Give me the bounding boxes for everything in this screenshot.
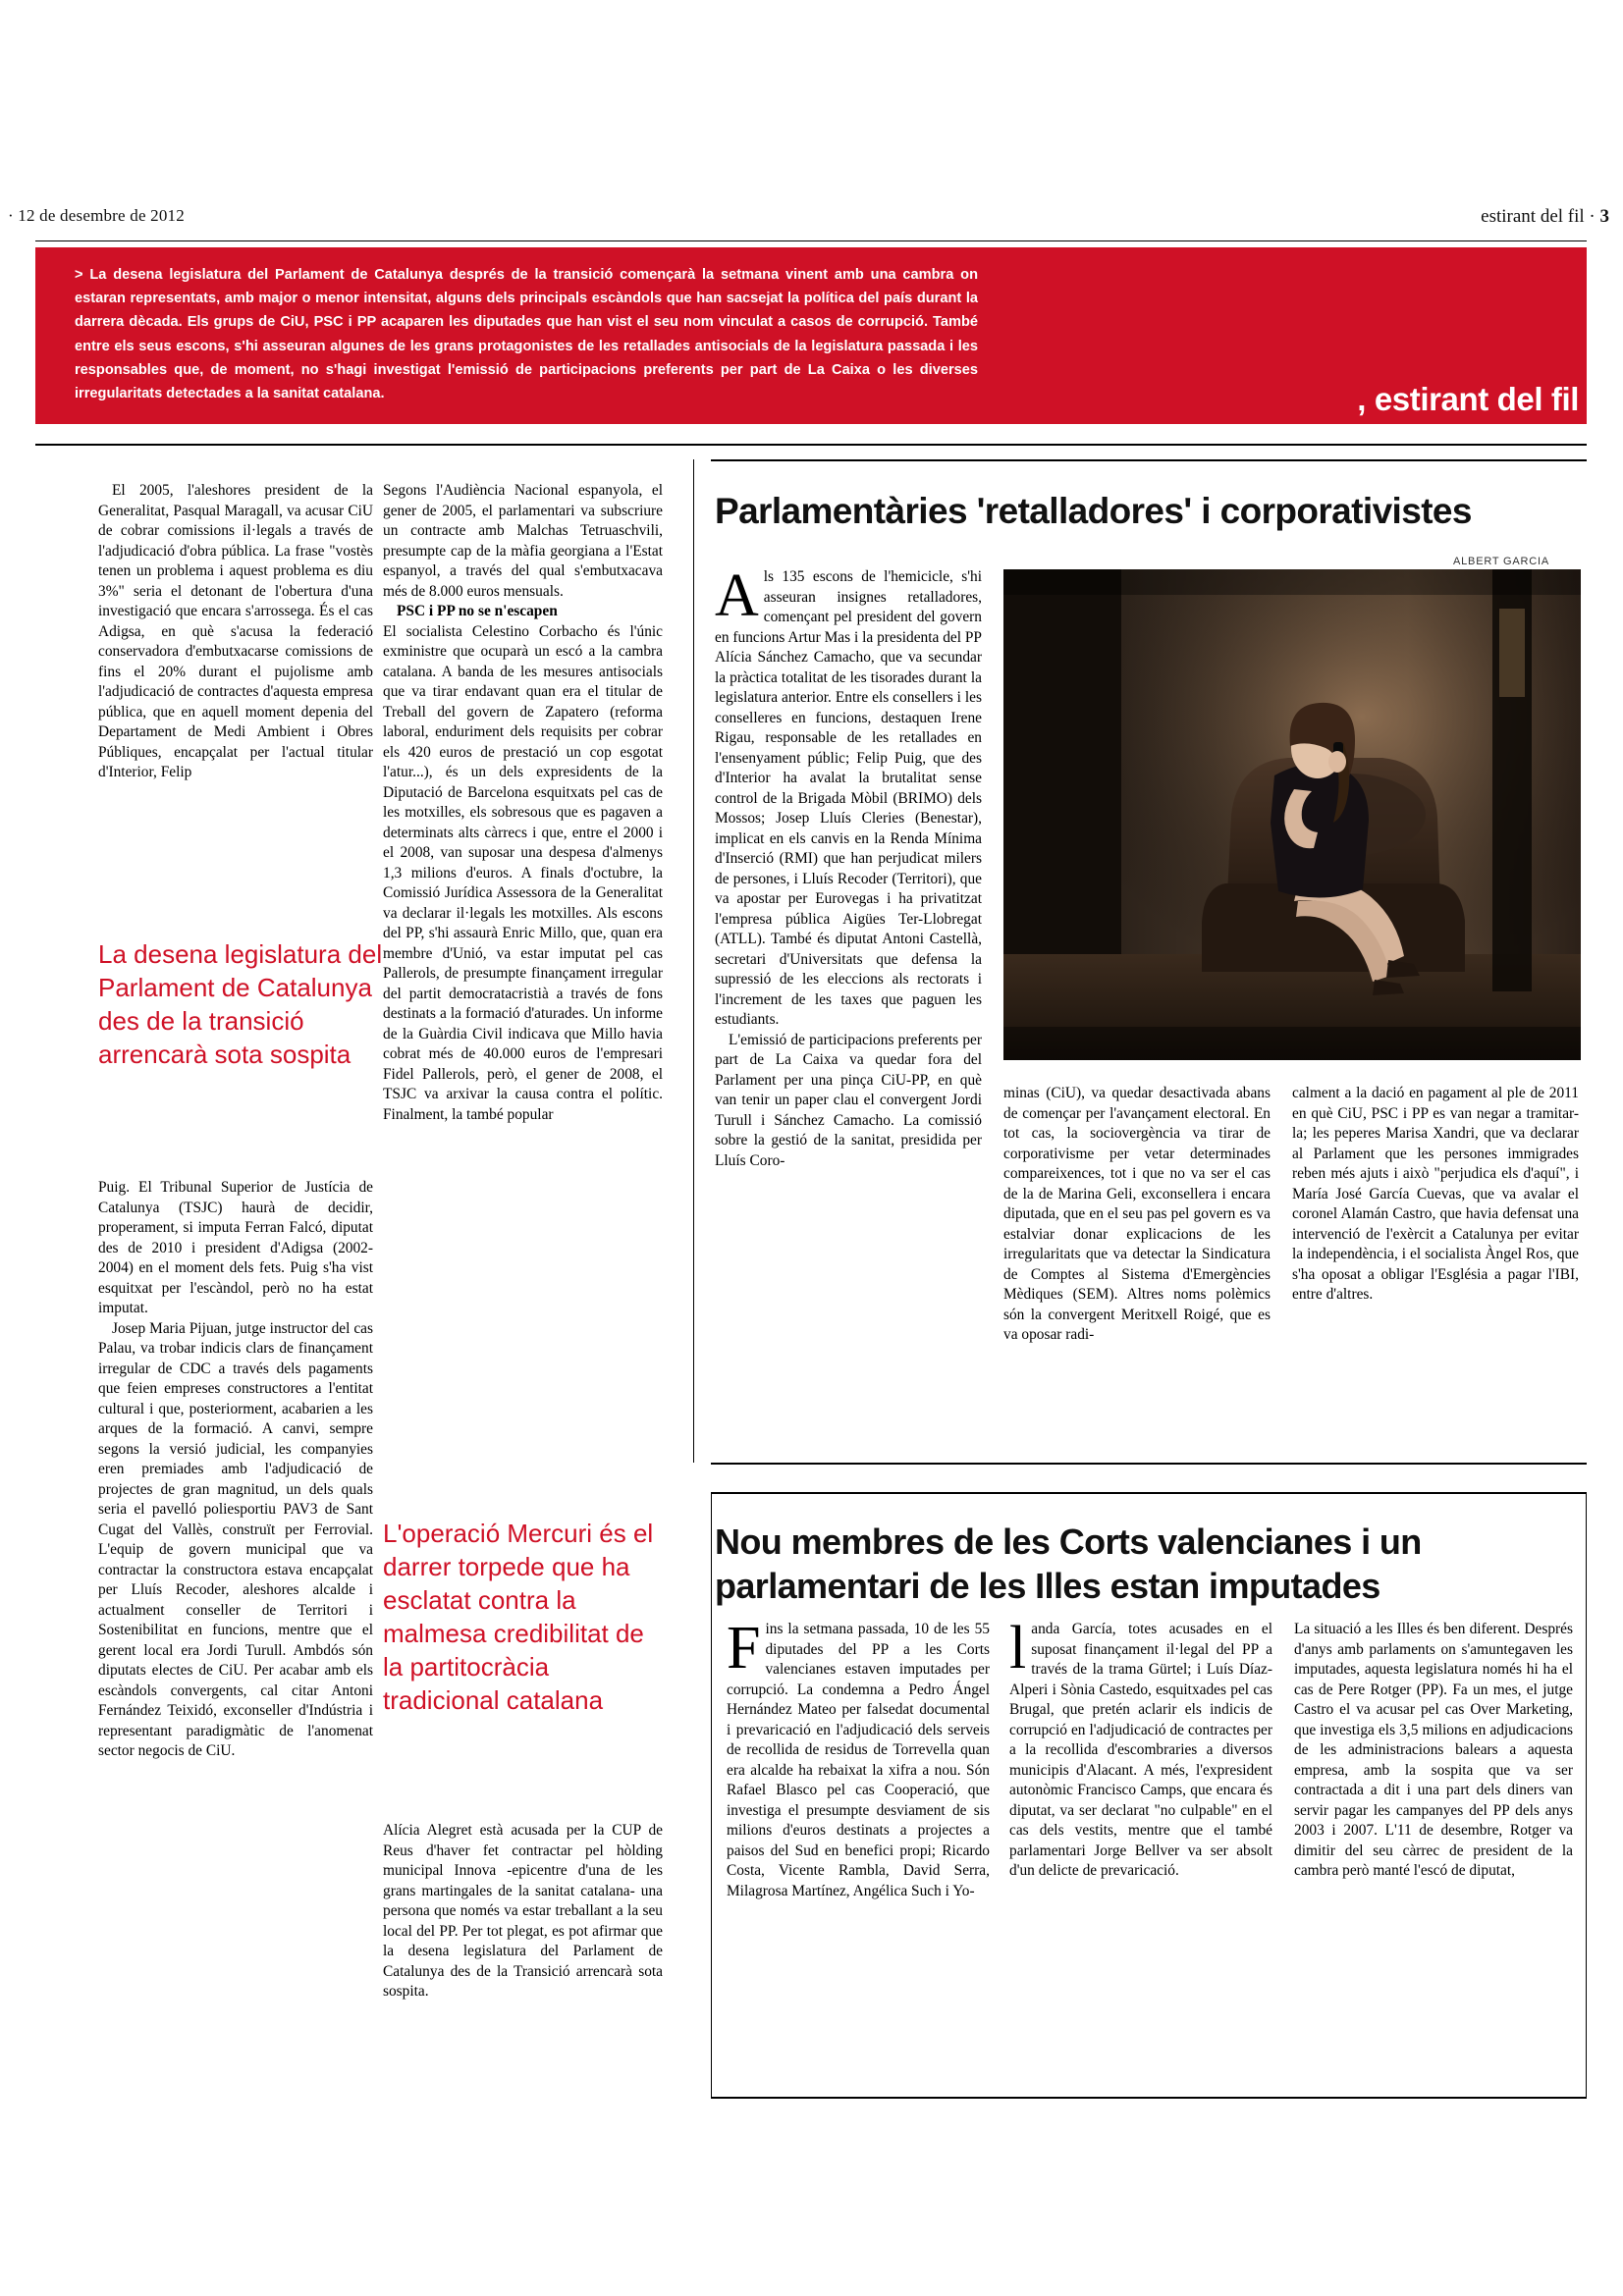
section-brand [1357, 381, 1579, 418]
paragraph: L'emissió de participacions preferents per part de La Caixa va quedar fora del Parlament per una pinça CiU-PP, en què van tenir un paper clau el convergent Jordi Turull i Sánchez Camacho. La comissió sobre la gestió de la sanitat, presidida per Lluís Coro- [715, 1031, 982, 1169]
main-article-headline: Parlamentàries 'retalladores' i corporativistes [715, 491, 1472, 531]
paragraph: landa García, totes acusades en el suposat finançament il·legal del PP a través de la trama Gürtel; i Luís Díaz-Alperi i Sònia Castedo, esquitxades pel cas Brugal, que pretén aclarir els indicis de corrupció en l'adjudicació de contractes per a la recollida d'escombraries a diversos municipis d'Alacant. A més, l'expresident autonòmic Francisco Camps, que encara és diputat, va ser declarat "no culpable" en el cas dels vestits, mentre que el també parlamentari Jorge Bellver va ser absolt d'un delicte de prevaricació. [1009, 1615, 1272, 1879]
paragraph: Alícia Alegret està acusada per la CUP de Reus d'haver fet contractar pel hòlding municipal Innova -epicentre d'una de les grans martingales de la sanitat catalana- una persona que només va estar treballant a la seu local del PP. Per tot plegat, es pot afirmar que la desena legislatura del Parlament de Catalunya des de la Transició arrencarà sota sospita. [383, 1822, 663, 2000]
main-column-3 [1292, 1084, 1579, 1306]
paragraph: El socialista Celestino Corbacho és l'únic exministre que ocuparà un escó a la cambra catalana. A banda de les mesures antisocials que va tirar endavant quan era el titular de Treball del govern de Zapatero (reforma laboral, enduriment dels requisits per cobrar els 420 euros de prestació un cop esgotat l'atur...), és un dels expresidents de la Diputació de Barcelona esquitxats pel cas de les motxilles, els sobresous que es pagaven a determinats alts càrrecs i que, entre el 2000 i el 2008, van suposar una despesa d'almenys 1,3 milions d'euros. A finals d'octubre, la Comissió Jurídica Assessora de la Generalitat va declarar il·legals les motxilles. Als escons del PP, s'hi assaurà Enric Millo, que, quan era membre d'Unió, va estar imputat pel cas Pallerols, de presumpte finançament irregular del partit democratacristià a través de fons destinats a la formació d'aturades. Un informe de la Guàrdia Civil indicava que Millo havia cobrat més de 40.000 euros de l'empresari Fidel Pallerols, però, el gener de 2008, el TSJC va arxivar la causa contra el polític. Finalment, la també popular [383, 622, 663, 1123]
bottom-article-headline: Nou membres de les Corts valencianes i un parlamentari de les Illes estan imputades [715, 1522, 1422, 1606]
lead-banner-text [75, 263, 978, 405]
header-divider [35, 240, 1587, 241]
main-article-top-rule [711, 459, 1587, 461]
photo-credit: ALBERT GARCIA [1453, 556, 1550, 567]
left-column-1-top [98, 481, 373, 783]
paragraph: Puig. El Tribunal Superior de Justícia de Catalunya (TSJC) haurà de decidir, properament, si imputa Ferran Falcó, diputat des de 2010 i president d'Adigsa (2002-2004) en el moment dels fets. Puig s'ha vist esquitxat per l'escàndol, però no ha estat imputat. [98, 1179, 373, 1316]
main-column-2 [1003, 1084, 1271, 1346]
paragraph: El 2005, l'aleshores president de la Generalitat, Pasqual Maragall, va acusar CiU de cobrar comissions il·legals a través de l'adjudicació d'obra pública. La frase "vostès tenen un problema i aquest problema es diu 3%" seria el detonant de l'obertura d'una investigació que encara s'arrossega. És el cas Adigsa, en què s'acusa la federació conservadora d'embutxacarse comissions de fins el 20% durant el pujolisme amb l'adjudicació de contractes d'aquesta empresa pública, que en aquell moment depenia del Departament de Medi Ambient i Obres Públiques, encapçalat per l'actual titular d'Interior, Felip [98, 482, 373, 780]
main-column-1 [715, 562, 982, 1171]
masthead [0, 206, 1623, 232]
article-photo [1003, 569, 1581, 1060]
bottom-column-1 [727, 1615, 990, 1901]
paragraph: minas (CiU), va quedar desactivada abans de començar per l'avançament electoral. En tot cas, la sociovergència va tirar de corporativisme per vetar determinades compareixences, tot i que no va ser el cas de la de Marina Geli, exconsellera i encara diputada, que en el seu pas pel govern es va estalviar donar explicacions de les irregularitats que va detectar la Sindicatura de Comptes al Sistema d'Emergències Mèdiques (SEM). Altres noms polèmics són la convergent Meritxell Roigé, que es va oposar radi- [1003, 1085, 1271, 1343]
column-divider-vertical [693, 459, 694, 1463]
masthead-date: · 12 de desembre de 2012 [8, 206, 185, 225]
bottom-column-2 [1009, 1615, 1272, 1882]
masthead-page-number: 3 [1599, 206, 1609, 227]
masthead-section-label: estirant del fil · [1481, 206, 1600, 227]
banner-bottom-divider [35, 444, 1587, 446]
paragraph: calment a la dació en pagament al ple de 2011 en què CiU, PSC i PP es van negar a tramitar-la; les peperes Marisa Xandri, que va declarar al Parlament que les persones immigrades reben més ajuts i això "perjudica els d'aquí", i María José García Cuevas, que va avalar el coronel Alamán Castro, que havia defensat una intervenció de l'exèrcit a Catalunya per evitar la independència, i el socialista Àngel Ros, que s'ha oposat a obligar l'Església a pagar l'IBI, entre d'altres. [1292, 1085, 1579, 1303]
bottom-article-right-rule [1586, 1492, 1587, 2099]
bottom-article-top-rule [711, 1492, 1587, 1494]
brand-comma: , [1357, 381, 1367, 417]
left-column-2-top [383, 481, 663, 1125]
paragraph: Segons l'Audiència Nacional espanyola, el gener de 2005, el parlamentari va subscriure un contracte amb Malchas Tetruaschvili, presumpte cap de la màfia georgiana a l'Estat espanyol, a través del qual s'embutxacava més de 8.000 euros mensuals. [383, 482, 663, 600]
left-column-2-bottom [383, 1821, 663, 2002]
left-column-1-bottom [98, 1178, 373, 1762]
banner-body: La desena legislatura del Parlament de Catalunya després de la transició començarà la setmana vinent amb una cambra on estaran representats, amb major o menor intensitat, alguns dels principals escàndols que han sacsejat la política del país durant la darrera dècada. Els grups de CiU, PSC i PP acaparen les diputades que han vist el seu nom vinculat a casos de corrupció. També entre els seus escons, s'hi asseuran algunes de les grans protagonistes de les retallades antisocials de la legislatura passada i les responsables que, de moment, no s'hagi investigat l'emissió de participacions preferents per part de La Caixa o les diverses irregularitats detectades a la sanitat catalana. [75, 267, 978, 402]
banner-arrow-glyph: > [75, 267, 83, 283]
brand-label: estirant del fil [1374, 381, 1579, 417]
paragraph: Fins la setmana passada, 10 de les 55 diputades del PP a les Corts valencianes estaven imputades per corrupció. La condemna a Pedro Ángel Hernández Mateo per falsedat documental i prevaricació en l'adjudicació dels serveis de recollida de residus de Torrevella quan era alcalde ha rebaixat la xifra a nou. Són Rafael Blasco pel cas Cooperació, que investiga el presumpte desviament de sis milions d'euros destinats a projectes a paisos del Sud en benefici propi; Ricardo Costa, Vicente Rambla, David Serra, Milagrosa Martínez, Angélica Such i Yo- [727, 1615, 990, 1899]
bottom-column-3 [1294, 1620, 1573, 1882]
masthead-section [1481, 206, 1609, 228]
lead-banner [35, 247, 1587, 424]
bottom-article-bottom-rule [711, 2097, 1587, 2099]
paragraph: Josep Maria Pijuan, jutge instructor del cas Palau, va trobar indicis clars de finançament irregular de CDC a través dels pagaments que feien empreses constructores a l'entitat cultural i que, posteriorment, acabarien a les arques de la formació. A canvi, sempre segons la versió judicial, les companyies eren premiades amb l'adjudicació de projectes de gran magnitud, un dels quals seria el pavelló poliesportiu PAV3 de Sant Cugat del Vallès, construït per Ferrovial. L'equip de govern municipal que va contractar la constructora estava encapçalat per Lluís Recoder, aleshores alcalde i actualment conseller de Territori i Sostenibilitat en funcions, mentre que el gerent local era Jordi Turull. Ambdós són diputats electes de CiU. Per acabar amb els escàndols convergents, cal citar Antoni Fernández Teixidó, exconseller d'Indústria i representant paradigmàtic de l'anomenat sector negocis de CiU. [98, 1319, 373, 1759]
pullquote-secondary: L'operació Mercuri és el darrer torpede que ha esclatat contra la malmesa credibilitat de la partitocràcia tradicional catalana [383, 1519, 654, 1715]
paragraph: Als 135 escons de l'hemicicle, s'hi asseuran insignes retalladores, començant pel president del govern en funcions Artur Mas i la presidenta del PP Alícia Sánchez Camacho, que va secundar la pràctica totalitat de les tisorades durant la legislatura anterior. Entre els consellers i les conselleres en funcions, destaquen Irene Rigau, responsable de les retallades en l'ensenyament públic; Felip Puig, que des d'Interior ha avalat la brutalitat sense control de la Brigada Mòbil (BRIMO) dels Mossos; Josep Lluís Cleries (Benestar), implicat en els canvis en la Renda Mínima d'Inserció (RMI) que han perjudicat milers de persones, i Lluís Recoder (Territori), que va apostar per Eurovegas i ha privatitzat l'empresa pública Aigües Ter-Llobregat (ATLL). També és diputat Antoni Castellà, secretari d'Universitats que defensa la supressió de les eleccions als rectorats i l'increment de les taxes que paguen les estudiants. [715, 562, 982, 1028]
main-article-bottom-rule [711, 1463, 1587, 1465]
bottom-article-left-rule [711, 1492, 712, 2099]
subheading-psc-pp: PSC i PP no se n'escapen [397, 603, 558, 619]
photo-illustration [1003, 569, 1581, 1060]
pullquote-primary: La desena legislatura del Parlament de Catalunya des de la transició arrencarà sota sospita [98, 939, 383, 1069]
paragraph: La situació a les Illes és ben diferent. Després d'anys amb parlaments on s'amuntegaven les imputades, aquesta legislatura només hi ha el cas de Pere Rotger (PP). Fa un mes, el jutge Castro el va acusar pel cas Over Marketing, que investiga els 3,5 milions en adjudicacions de les administracions balears a aquesta empresa, amb la sospita que va ser contractada a dit i una part dels diners van servir pagar les campanyes del PP dels anys 2003 i 2007. L'11 de desembre, Rotger va dimitir del seu càrrec de president de la cambra però manté l'escó de diputat, [1294, 1621, 1573, 1879]
